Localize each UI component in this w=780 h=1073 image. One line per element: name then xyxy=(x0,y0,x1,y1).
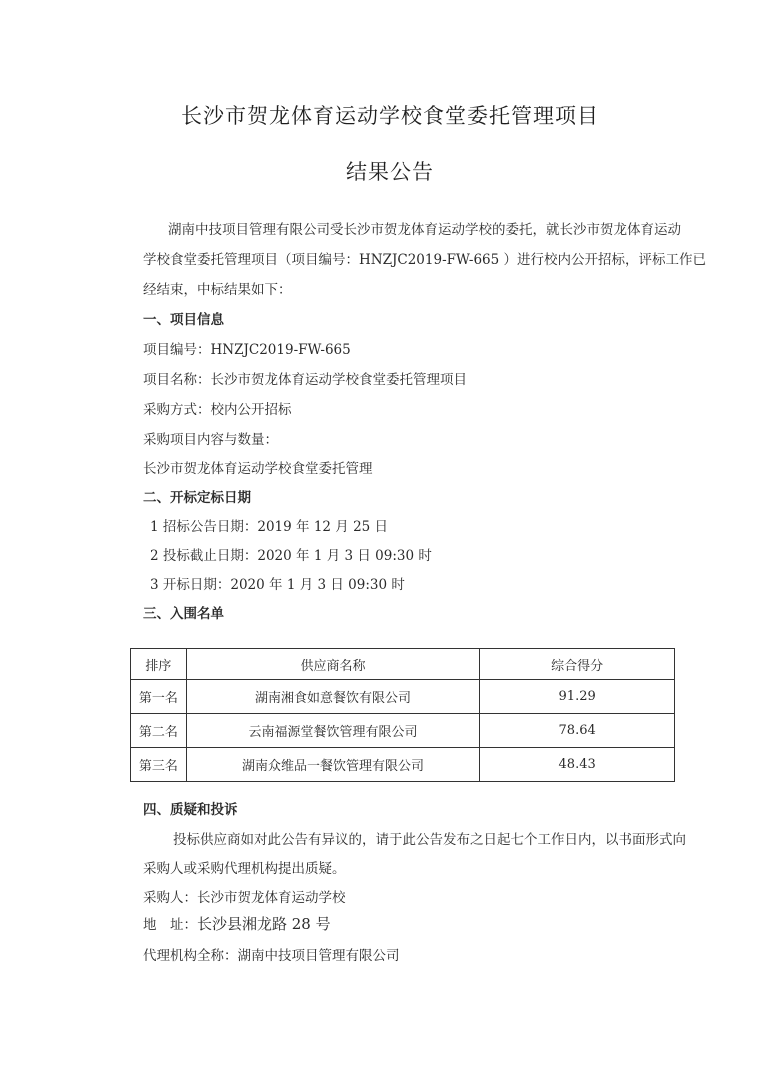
procurement-content-label: 采购项目内容与数量： xyxy=(143,432,278,448)
section-1-heading: 一、项目信息 xyxy=(143,312,224,328)
section-4-heading: 四、质疑和投诉 xyxy=(143,802,238,818)
rank-cell: 第二名 xyxy=(131,714,187,748)
score-cell: 91.29 xyxy=(480,680,675,714)
agency: 代理机构全称：湖南中技项目管理有限公司 xyxy=(143,948,400,964)
date-announcement: 1 招标公告日期：2019 年 12 月 25 日 xyxy=(150,519,389,535)
date-opening: 3 开标日期：2020 年 1 月 3 日 09:30 时 xyxy=(150,577,405,593)
section-3-heading: 三、入围名单 xyxy=(143,606,224,622)
ranking-table xyxy=(130,648,675,782)
title-line-1: 长沙市贺龙体育运动学校食堂委托管理项目 xyxy=(181,104,599,128)
address-value: 长沙县湘龙路 28 号 xyxy=(197,915,331,933)
intro-line-3: 经结束，中标结果如下： xyxy=(143,282,292,298)
supplier-cell: 云南福源堂餐饮管理有限公司 xyxy=(186,714,480,748)
section-2-heading: 二、开标定标日期 xyxy=(143,490,251,506)
supplier-cell: 湖南众维品一餐饮管理有限公司 xyxy=(186,748,480,782)
project-name: 项目名称：长沙市贺龙体育运动学校食堂委托管理项目 xyxy=(143,372,467,388)
date-deadline: 2 投标截止日期：2020 年 1 月 3 日 09:30 时 xyxy=(150,548,432,564)
rank-cell: 第一名 xyxy=(131,680,187,714)
purchaser: 采购人：长沙市贺龙体育运动学校 xyxy=(143,890,346,906)
procurement-content-value: 长沙市贺龙体育运动学校食堂委托管理 xyxy=(143,461,373,477)
header-supplier: 供应商名称 xyxy=(186,649,480,680)
table-row xyxy=(131,680,675,714)
complaint-line-2: 采购人或采购代理机构提出质疑。 xyxy=(143,861,346,877)
header-score: 综合得分 xyxy=(480,649,675,680)
address-label: 地 址： xyxy=(143,917,197,933)
score-cell: 48.43 xyxy=(480,748,675,782)
address xyxy=(143,913,331,934)
table-header-row xyxy=(131,649,675,680)
complaint-line-1: 投标供应商如对此公告有异议的，请于此公告发布之日起七个工作日内，以书面形式向 xyxy=(173,832,686,848)
table-row xyxy=(131,748,675,782)
rank-cell: 第三名 xyxy=(131,748,187,782)
table-row xyxy=(131,714,675,748)
score-cell: 78.64 xyxy=(480,714,675,748)
supplier-cell: 湖南湘食如意餐饮有限公司 xyxy=(186,680,480,714)
header-rank: 排序 xyxy=(131,649,187,680)
procurement-method: 采购方式：校内公开招标 xyxy=(143,402,292,418)
project-number: 项目编号：HNZJC2019-FW-665 xyxy=(143,342,351,358)
intro-line-1: 湖南中技项目管理有限公司受长沙市贺龙体育运动学校的委托，就长沙市贺龙体育运动 xyxy=(168,222,681,238)
title-line-2: 结果公告 xyxy=(346,160,434,184)
intro-line-2: 学校食堂委托管理项目（项目编号：HNZJC2019-FW-665 ）进行校内公开招标，评标工作已 xyxy=(143,252,707,268)
